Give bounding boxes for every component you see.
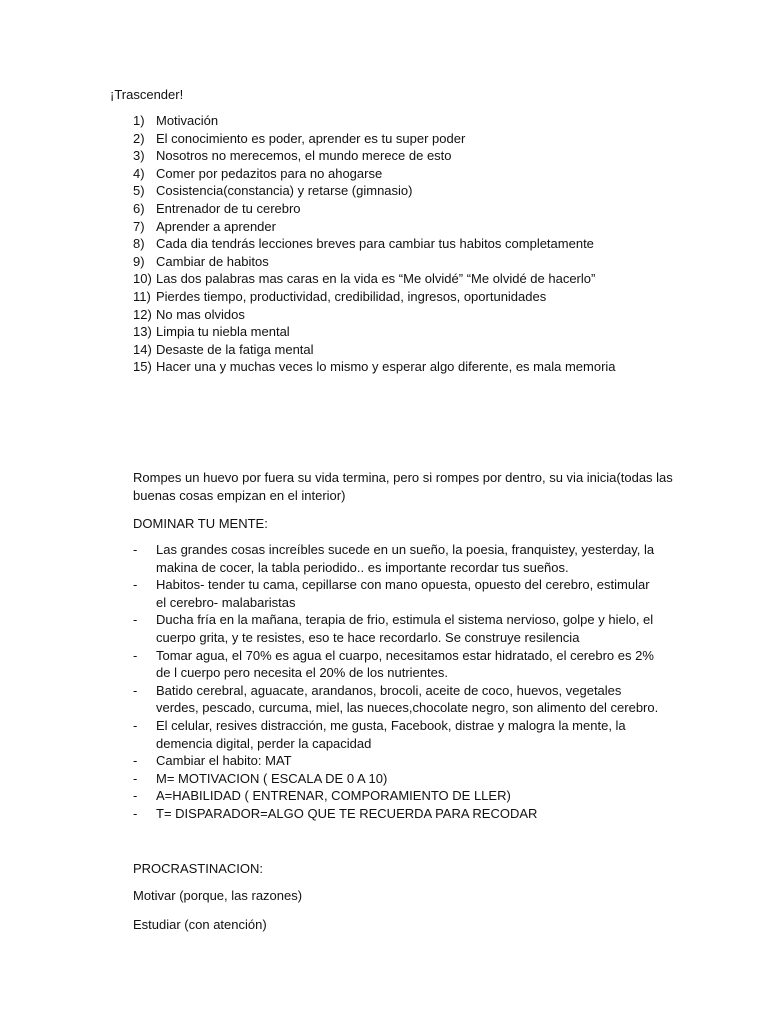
procrastinacion-line: Estudiar (con atención) bbox=[133, 917, 267, 932]
section-heading-dominar: DOMINAR TU MENTE: bbox=[133, 516, 268, 531]
dash-list-item: - Cambiar el habito: MAT bbox=[133, 753, 292, 769]
numbered-list-item: 12) No mas olvidos bbox=[133, 306, 245, 322]
numbered-list-item: 5) Cosistencia(constancia) y retarse (gimnasio) bbox=[133, 183, 413, 199]
numbered-list-item: 9) Cambiar de habitos bbox=[133, 253, 269, 269]
numbered-list-item: 4) Comer por pedazitos para no ahogarse bbox=[133, 165, 383, 181]
dash-list-item: - El celular, resives distracción, me gusta, Facebook, distrae y malogra la mente, la demencia digital, perder la capacidad bbox=[133, 717, 626, 751]
numbered-list-item: 15) Hacer una y muchas veces lo mismo y esperar algo diferente, es mala memoria bbox=[133, 359, 616, 375]
dash-list-item: - M= MOTIVACION ( ESCALA DE 0 A 10) bbox=[133, 770, 388, 786]
numbered-list bbox=[133, 112, 693, 376]
dash-list-item: - Tomar agua, el 70% es agua el cuarpo, necesitamos estar hidratado, el cerebro es 2% de l cuerpo pero necesita el 20% de los nutrientes. bbox=[133, 647, 654, 681]
dash-list-item: - A=HABILIDAD ( ENTRENAR, COMPORAMIENTO DE LLER) bbox=[133, 788, 511, 804]
numbered-list-item: 14) Desaste de la fatiga mental bbox=[133, 341, 314, 357]
dash-list-item: - Habitos- tender tu cama, cepillarse con mano opuesta, opuesto del cerebro, estimular el cerebro- malabaristas bbox=[133, 577, 650, 610]
dash-list-item: - Ducha fría en la mañana, terapia de frio, estimula el sistema nervioso, golpe y hielo, el cuerpo grita, y te resistes, eso te hace recordarlo. Se construye resilencia bbox=[133, 612, 654, 645]
dash-list-item: - T= DISPARADOR=ALGO QUE TE RECUERDA PARA RECODAR bbox=[133, 805, 538, 821]
dash-list bbox=[133, 541, 663, 823]
numbered-list-item: 10) Las dos palabras mas caras en la vida es “Me olvidé” “Me olvidé de hacerlo” bbox=[133, 271, 596, 287]
procrastinacion-line: Motivar (porque, las razones) bbox=[133, 888, 303, 903]
numbered-list-item: 3) Nosotros no merecemos, el mundo merece de esto bbox=[133, 148, 452, 164]
numbered-list-item: 13) Limpia tu niebla mental bbox=[133, 324, 290, 340]
numbered-list-item: 2) El conocimiento es poder, aprender es tu super poder bbox=[133, 130, 466, 146]
dash-list-item: - Las grandes cosas increíbles sucede en un sueño, la poesia, franquistey, yesterday, la makina de cocer, la tabla periodido.. es importante recordar tus sueños. bbox=[133, 542, 655, 575]
numbered-list-item: 7) Aprender a aprender bbox=[133, 218, 276, 234]
numbered-list-item: 1) Motivación bbox=[133, 113, 219, 128]
numbered-list-item: 11) Pierdes tiempo, productividad, credibilidad, ingresos, oportunidades bbox=[133, 288, 547, 304]
numbered-list-item: 8) Cada dia tendrás lecciones breves para cambiar tus habitos completamente bbox=[133, 236, 594, 252]
document-title: ¡Trascender! bbox=[110, 87, 184, 102]
numbered-list-item: 6) Entrenador de tu cerebro bbox=[133, 200, 301, 216]
section-heading-procrastinacion: PROCRASTINACION: bbox=[133, 861, 264, 876]
dash-list-item: - Batido cerebral, aguacate, arandanos, brocoli, aceite de coco, huevos, vegetales verdes, pescado, curcuma, miel, las nueces,chocolate negro, son alimento del cerebro. bbox=[133, 682, 659, 716]
intro-paragraph: Rompes un huevo por fuera su vida termina, pero si rompes por dentro, su via inicia(todas las buenas cosas empizan en el interior) bbox=[133, 470, 673, 503]
